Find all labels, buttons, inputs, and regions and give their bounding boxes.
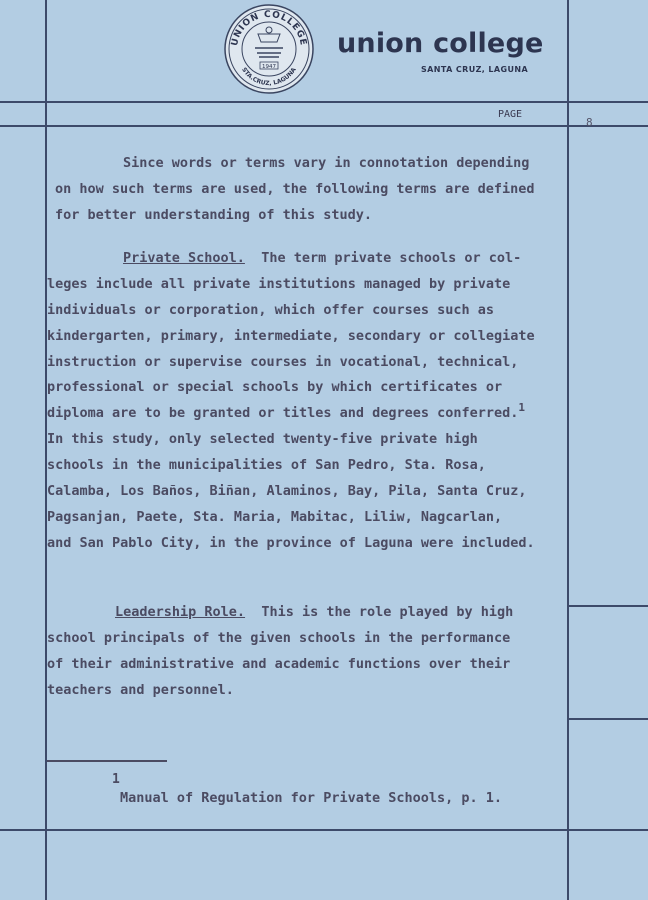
term-private-school: Private School. <box>123 250 245 266</box>
seal-bottom-text: STA.CRUZ, LAGUNA <box>240 66 298 88</box>
footer-rule <box>0 829 648 831</box>
definition-line: diploma are to be granted or titles and degrees conferred. <box>47 405 519 422</box>
definition-line: school principals of the given schools in the performance <box>47 629 511 646</box>
brand-name: union college <box>337 28 544 59</box>
right-column-rule-1 <box>569 605 648 607</box>
header-rule-2 <box>0 125 648 127</box>
footnote-reference: 1 <box>518 401 526 415</box>
header-rule-1 <box>0 101 648 103</box>
definition-line: This is the role played by high <box>261 604 514 620</box>
definition-line: The term private schools or col- <box>261 250 522 266</box>
intro-line: on how such terms are used, the following terms are defined <box>55 180 535 197</box>
page-number: 8 <box>586 116 593 129</box>
definition-line: of their administrative and academic functions over their <box>47 655 511 672</box>
definition-line: In this study, only selected twenty-five private high <box>47 431 478 448</box>
definition-line: and San Pablo City, in the province of Laguna were included. <box>47 534 535 551</box>
definition-line: professional or special schools by which certificates or <box>47 379 503 396</box>
brand-location: SANTA CRUZ, LAGUNA <box>421 65 529 74</box>
term-leadership-role: Leadership Role. <box>115 604 246 620</box>
intro-line: for better understanding of this study. <box>55 206 372 223</box>
footnote-text: Manual of Regulation for Private Schools, p. 1. <box>120 790 503 806</box>
seal-year: 1947 <box>262 64 276 70</box>
definition-line: individuals or corporation, which offer courses such as <box>47 301 495 318</box>
definition-line: leges include all private institutions managed by private <box>47 275 511 292</box>
definition-line: teachers and personnel. <box>47 681 234 698</box>
definition-line: instruction or supervise courses in vocational, technical, <box>47 353 519 370</box>
seal-top-text: UNION COLLEGE <box>230 9 308 47</box>
college-seal-icon <box>222 4 316 94</box>
definition-line: Pagsanjan, Paete, Sta. Maria, Mabitac, Liliw, Nagcarlan, <box>47 508 503 525</box>
footnote-rule <box>47 760 167 762</box>
intro-line: Since words or terms vary in connotation depending <box>123 155 530 171</box>
body-text <box>47 151 572 229</box>
right-column-rule-2 <box>569 718 648 720</box>
definition-line: schools in the municipalities of San Pedro, Sta. Rosa, <box>47 457 486 474</box>
leadership-role-paragraph <box>47 600 572 704</box>
footnote-number: 1 <box>112 772 120 787</box>
definition-line: kindergarten, primary, intermediate, secondary or collegiate <box>47 327 535 344</box>
private-school-paragraph <box>47 246 572 557</box>
definition-line: Calamba, Los Baños, Biñan, Alaminos, Bay, Pila, Santa Cruz, <box>47 483 527 500</box>
page-label: PAGE <box>498 109 523 120</box>
